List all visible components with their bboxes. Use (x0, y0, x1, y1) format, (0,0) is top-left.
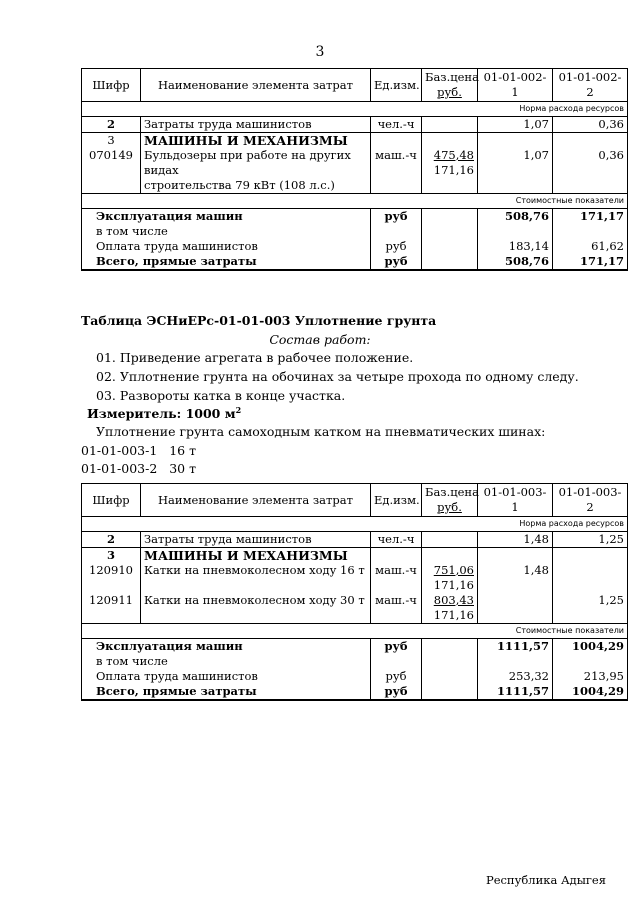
cost-label: Стоимостные показатели (141, 624, 628, 639)
resource-table-01-01-003 (81, 483, 628, 701)
cost-label-row (82, 624, 628, 639)
variant: 01-01-003-1 16 т (81, 443, 197, 458)
table-row: Оплата труда машинистов руб 183,14 61,62 (82, 239, 628, 254)
table-row: 2 Затраты труда машинистов чел.-ч 1,07 0,36 (82, 117, 628, 133)
section-title: Таблица ЭСНиЕРс-01-01-003 Уплотнение грунта (81, 313, 437, 328)
header-col-b: 01-01-003-2 (553, 484, 628, 517)
header-name: Наименование элемента затрат (141, 484, 371, 517)
header-code: Шифр (82, 69, 141, 102)
work-item: 01. Приведение агрегата в рабочее положение. (96, 350, 414, 365)
table-row: Эксплуатация машин руб 1111,57 1004,29 (82, 639, 628, 655)
table-header-row (82, 484, 628, 517)
variant: 01-01-003-2 30 т (81, 461, 197, 476)
header-col-a: 01-01-003-1 (478, 484, 553, 517)
header-unit: Ед.изм. (371, 484, 422, 517)
work-item: 03. Развороты катка в конце участка. (96, 388, 346, 403)
footer-region: Республика Адыгея (485, 873, 606, 887)
cost-label-row (82, 194, 628, 209)
norm-label-row (82, 517, 628, 532)
table-row: Всего, прямые затраты руб 1111,57 1004,29 (82, 684, 628, 700)
table-row: Эксплуатация машин руб 508,76 171,17 (82, 209, 628, 225)
table-row: в том числе (82, 654, 628, 669)
measure: Измеритель: 1000 $м^2$ (87, 405, 242, 422)
header-code: Шифр (82, 484, 141, 517)
table-row: 120911 Катки на пневмоколесном ходу 30 т маш.-ч 803,43 171,16 1,25 (82, 593, 628, 624)
header-col-b: 01-01-002-2 (553, 69, 628, 102)
table-row: в том числе (82, 224, 628, 239)
header-name: Наименование элемента затрат (141, 69, 371, 102)
table-row: Оплата труда машинистов руб 253,32 213,95 (82, 669, 628, 684)
description: Уплотнение грунта самоходным катком на пневматических шинах: (96, 424, 546, 439)
table-row: 2 Затраты труда машинистов чел.-ч 1,48 1,25 (82, 532, 628, 548)
header-unit: Ед.изм. (371, 69, 422, 102)
table-row: 3 МАШИНЫ И МЕХАНИЗМЫ (82, 548, 628, 564)
header-base-price: Баз.цена руб. (422, 484, 478, 517)
header-base-price: Баз.цена руб. (422, 69, 478, 102)
works-title: Состав работ: (269, 332, 371, 347)
norm-label: Норма расхода ресурсов (141, 517, 628, 532)
table-header-row (82, 69, 628, 102)
cost-label: Стоимостные показатели (141, 194, 628, 209)
work-item: 02. Уплотнение грунта на обочинах за четыре прохода по одному следу. (96, 369, 579, 384)
table-row: Всего, прямые затраты руб 508,76 171,17 (82, 254, 628, 270)
page-number: 3 (315, 44, 325, 60)
table-row: 070149 Бульдозеры при работе на других видах строительства 79 кВт (108 л.с.) маш.-ч 475,48 171,16 1,07 0,36 (82, 148, 628, 194)
table-row: 120910 Катки на пневмоколесном ходу 16 т маш.-ч 751,06 171,16 1,48 (82, 563, 628, 593)
table-row: 3 МАШИНЫ И МЕХАНИЗМЫ (82, 133, 628, 149)
resource-table-01-01-002 (81, 68, 628, 271)
header-col-a: 01-01-002-1 (478, 69, 553, 102)
norm-label-row (82, 102, 628, 117)
norm-label: Норма расхода ресурсов (141, 102, 628, 117)
